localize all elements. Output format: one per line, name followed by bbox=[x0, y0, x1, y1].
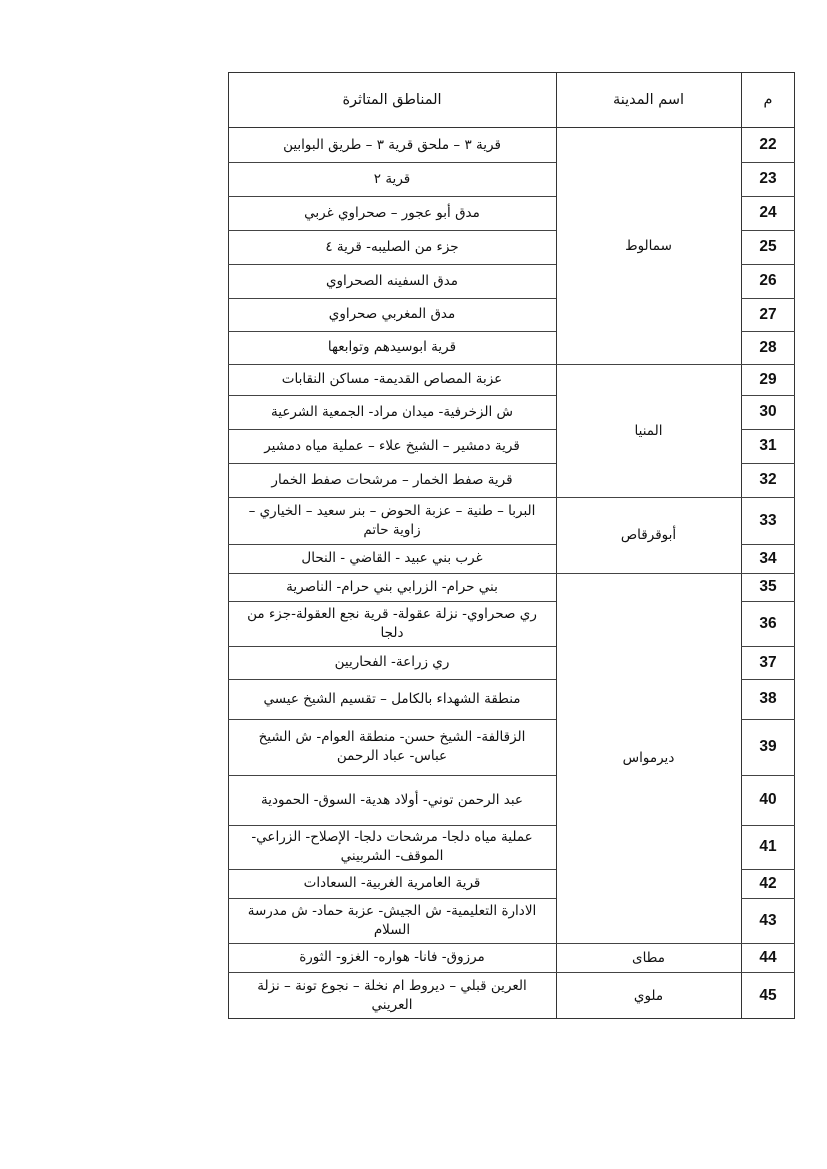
affected-areas: قرية دمشير – الشيخ علاء – عملية مياه دمشير bbox=[264, 437, 520, 454]
row-number: 24 bbox=[759, 204, 777, 221]
affected-areas: ش الزخرفية- ميدان مراد- الجمعية الشرعية bbox=[271, 403, 513, 420]
row-number: 26 bbox=[759, 272, 777, 289]
row-number: 30 bbox=[759, 403, 777, 420]
row-number: 28 bbox=[759, 338, 777, 356]
row-number: 43 bbox=[759, 911, 777, 929]
city-name: ديرمواس bbox=[622, 750, 675, 766]
header-areas: المناطق المتاثرة bbox=[342, 92, 442, 108]
city-name: سمالوط bbox=[625, 238, 672, 254]
affected-areas: قرية ابوسيدهم وتوابعها bbox=[327, 339, 457, 355]
header-number: م bbox=[763, 92, 773, 108]
affected-areas: مدق أبو عجور – صحراوي غربي bbox=[304, 204, 480, 221]
city-name: أبوقرقاص bbox=[620, 527, 677, 543]
affected-areas: مدق السفينه الصحراوي bbox=[325, 272, 459, 289]
row-number: 25 bbox=[759, 238, 777, 255]
row-number: 39 bbox=[759, 738, 777, 755]
affected-areas: الزقالفة- الشيخ حسن- منطقة العوام- ش الشيخ عباس- عباد الرحمن bbox=[258, 729, 526, 764]
affected-areas: العرين قبلي – ديروط ام نخلة – نجوع تونة – نزلة العريني bbox=[257, 977, 527, 1013]
affected-areas: غرب بني عبيد - القاضي - النحال bbox=[301, 550, 483, 566]
row-number: 38 bbox=[759, 690, 777, 707]
row-number: 29 bbox=[759, 370, 777, 388]
affected-areas: بني حرام- الزرابي بني حرام- الناصرية bbox=[286, 578, 498, 595]
city-name: مطاى bbox=[632, 949, 665, 966]
row-number: 34 bbox=[759, 549, 777, 567]
city-name: ملوي bbox=[633, 987, 664, 1004]
city-name: المنيا bbox=[634, 422, 663, 439]
affected-areas: قرية ٢ bbox=[373, 170, 411, 187]
row-number: 36 bbox=[759, 614, 777, 632]
affected-areas: الادارة التعليمية- ش الجيش- عزبة حماد- ش مدرسة السلام bbox=[247, 902, 537, 938]
affected-areas: قرية صفط الخمار – مرشحات صفط الخمار bbox=[271, 471, 513, 488]
row-number: 32 bbox=[759, 471, 777, 488]
row-number: 44 bbox=[759, 948, 777, 966]
affected-areas: ري صحراوي- نزلة عقولة- قرية نجع العقولة-جزء من دلجا bbox=[247, 605, 537, 641]
affected-areas: منطقة الشهداء بالكامل – تقسيم الشيخ عيسي bbox=[263, 690, 521, 707]
affected-areas: جزء من الصليبه- قرية ٤ bbox=[325, 238, 459, 255]
affected-areas: مدق المغربي صحراوي bbox=[328, 306, 456, 322]
affected-areas: البربا – طنية – عزبة الحوض – بنر سعيد – الخياري – زاوية حاتم bbox=[248, 502, 536, 538]
row-number: 41 bbox=[759, 838, 777, 855]
affected-areas: عزبة المصاص القديمة- مساكن النقابات bbox=[281, 371, 503, 387]
row-number: 35 bbox=[759, 578, 777, 595]
affected-areas: ري زراعة- الفحاريين bbox=[334, 654, 450, 670]
row-number: 37 bbox=[759, 653, 777, 671]
affected-areas: قرية العامرية الغربية- السعادات bbox=[303, 875, 481, 891]
affected-areas: عملية مياه دلجا- مرشحات دلجا- الإصلاح- الزراعي- الموقف- الشربيني bbox=[251, 829, 533, 864]
row-number: 45 bbox=[759, 986, 777, 1004]
affected-areas: مرزوق- فانا- هواره- الغزو- الثورة bbox=[299, 949, 485, 965]
row-number: 22 bbox=[759, 136, 777, 153]
row-number: 40 bbox=[759, 791, 777, 808]
row-number: 31 bbox=[759, 437, 777, 454]
row-number: 23 bbox=[759, 170, 777, 187]
row-number: 33 bbox=[759, 511, 777, 529]
affected-areas: عبد الرحمن توني- أولاد هدية- السوق- الحمودية bbox=[261, 791, 523, 808]
header-city: اسم المدينة bbox=[612, 92, 685, 108]
affected-areas: قرية ٣ – ملحق قرية ٣ – طريق البوابين bbox=[283, 136, 501, 153]
row-number: 42 bbox=[759, 874, 777, 892]
row-number: 27 bbox=[759, 305, 777, 323]
